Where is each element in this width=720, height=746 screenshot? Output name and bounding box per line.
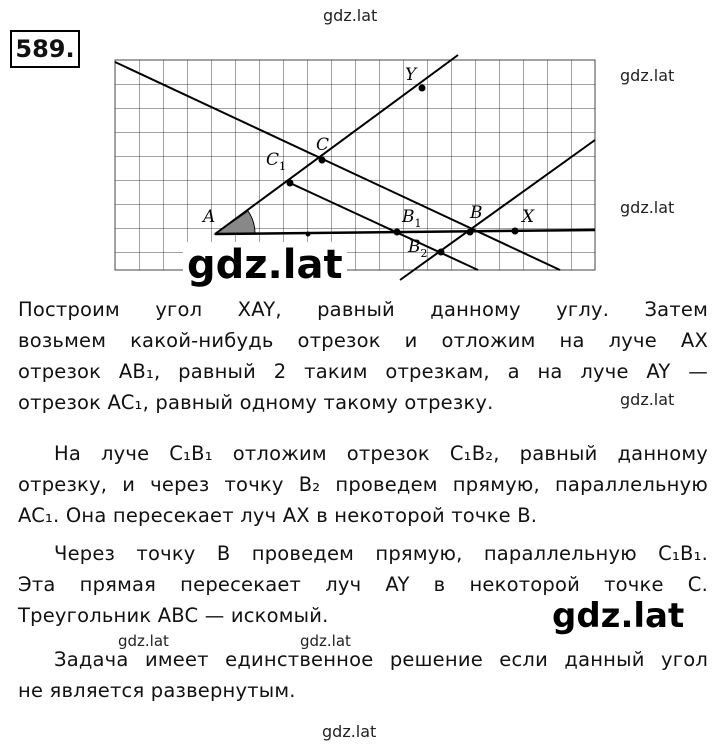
- p3-line-2: Эта прямая пересекает луч AY в некоторой точке C.: [18, 573, 708, 596]
- p1-line-1: Построим угол XAY, равный данному углу. Затем: [18, 298, 708, 321]
- label-a: A: [203, 207, 216, 227]
- watermark-small-2: gdz.lat: [300, 632, 351, 650]
- paragraph-4: [18, 644, 708, 706]
- p2-line-1: На луче C₁B₁ отложим отрезок C₁B₂, равный данному: [54, 442, 708, 465]
- point-y: [419, 85, 426, 92]
- point-b: [467, 229, 474, 236]
- point-c: [319, 157, 326, 164]
- label-c: C: [316, 135, 330, 155]
- label-b: B: [470, 203, 483, 223]
- p1-line-2: возьмем какой-нибудь отрезок и отложим на луче AX: [18, 329, 708, 352]
- p3-line-3: Треугольник ABC — искомый.: [18, 604, 329, 627]
- point-mark: [306, 232, 311, 237]
- p4-line-1: Задача имеет единственное решение если данный угол: [54, 648, 708, 671]
- paragraph-1: [18, 294, 708, 418]
- watermark-bottom: gdz.lat: [322, 722, 377, 741]
- label-x: X: [522, 207, 535, 227]
- watermark-small-1: gdz.lat: [118, 632, 169, 650]
- watermark-right-2: gdz.lat: [620, 198, 675, 217]
- p2-line-3: AC₁. Она пересекает луч AX в некоторой точке B.: [18, 504, 538, 527]
- point-b1: [394, 229, 401, 236]
- watermark-right-3: gdz.lat: [620, 390, 675, 409]
- label-y: Y: [405, 65, 417, 85]
- p4-line-2: не является развернутым.: [18, 679, 296, 702]
- paragraph-2: [18, 438, 708, 531]
- point-c1: [287, 180, 294, 187]
- watermark-large-2: gdz.lat: [548, 596, 688, 636]
- p1-line-3: отрезок AB₁, равный 2 таким отрезкам, а на луче AY —: [18, 360, 708, 383]
- watermark-top: gdz.lat: [323, 6, 378, 25]
- point-b2: [438, 249, 445, 256]
- construction-figure: [0, 0, 720, 300]
- p1-line-4: отрезок AC₁, равный одному такому отрезку.: [18, 391, 494, 414]
- problem-number: 589.: [10, 30, 80, 68]
- label-b2: $B_2$: [408, 237, 428, 260]
- watermark-large-1: gdz.lat: [183, 242, 347, 288]
- point-x: [512, 228, 519, 235]
- watermark-right-1: gdz.lat: [620, 66, 675, 85]
- label-b1: $B_1$: [402, 207, 422, 230]
- grid-paper: [115, 60, 595, 270]
- label-c1: $C_1$: [266, 150, 287, 173]
- p2-line-2: отрезку, и через точку B₂ проведем прямую, параллельную: [18, 473, 708, 496]
- p3-line-1: Через точку B проведем прямую, параллельную C₁B₁.: [54, 542, 708, 565]
